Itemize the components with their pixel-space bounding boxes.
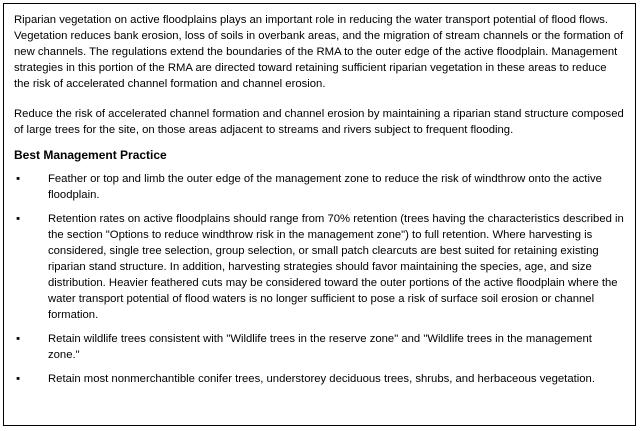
list-item-text: Retain wildlife trees consistent with "Wildlife trees in the reserve zone" and "Wildlife trees in the management zone." (48, 333, 592, 361)
list-item (14, 371, 624, 387)
text-box (3, 3, 636, 426)
bullet-icon: ▪ (16, 213, 21, 225)
bullet-list (14, 171, 624, 387)
intro-paragraph: Riparian vegetation on active floodplains plays an important role in reducing the water transport potential of flood flows. Vegetation reduces bank erosion, loss of soils in overbank areas, and the migration of stream channels or the formation of new channels. The regulations extend the boundaries of the RMA to the outer edge of the active floodplain. Management strategies in this portion of the RMA are directed toward retaining sufficient riparian vegetation in these areas to reduce the risk of accelerated channel formation and channel erosion. (14, 14, 624, 90)
list-item-text: Retain most nonmerchantible conifer trees, understorey deciduous trees, shrubs, and herbaceous vegetation. (48, 373, 595, 385)
list-item (14, 171, 624, 203)
list-item (14, 211, 624, 323)
list-item-text: Retention rates on active floodplains should range from 70% retention (trees having the characteristics described in the section "Options to reduce windthrow risk in the management zone") to full retention. Where harvesting is considered, single tree selection, group selection, or small patch clearcuts are best suited for retaining existing riparian stand structure. In addition, harvesting strategies should favor maintaining the species, age, and size distribution. Heavier feathered cuts may be considered toward the outer portions of the active floodplain where the water transport potential of flood waters is no longer sufficient to pose a risk of surface soil erosion or channel formation. (48, 213, 624, 321)
bullet-icon: ▪ (16, 173, 21, 185)
objective-paragraph: Reduce the risk of accelerated channel formation and channel erosion by maintaining a riparian stand structure composed of large trees for the site, on those areas adjacent to streams and rivers subject to frequent flooding. (14, 108, 624, 136)
list-item-text: Feather or top and limb the outer edge of the management zone to reduce the risk of windthrow onto the active floodplain. (48, 173, 602, 201)
bullet-icon: ▪ (16, 333, 21, 345)
section-heading: Best Management Practice (14, 148, 167, 162)
list-item (14, 331, 624, 363)
bullet-icon: ▪ (16, 373, 21, 385)
